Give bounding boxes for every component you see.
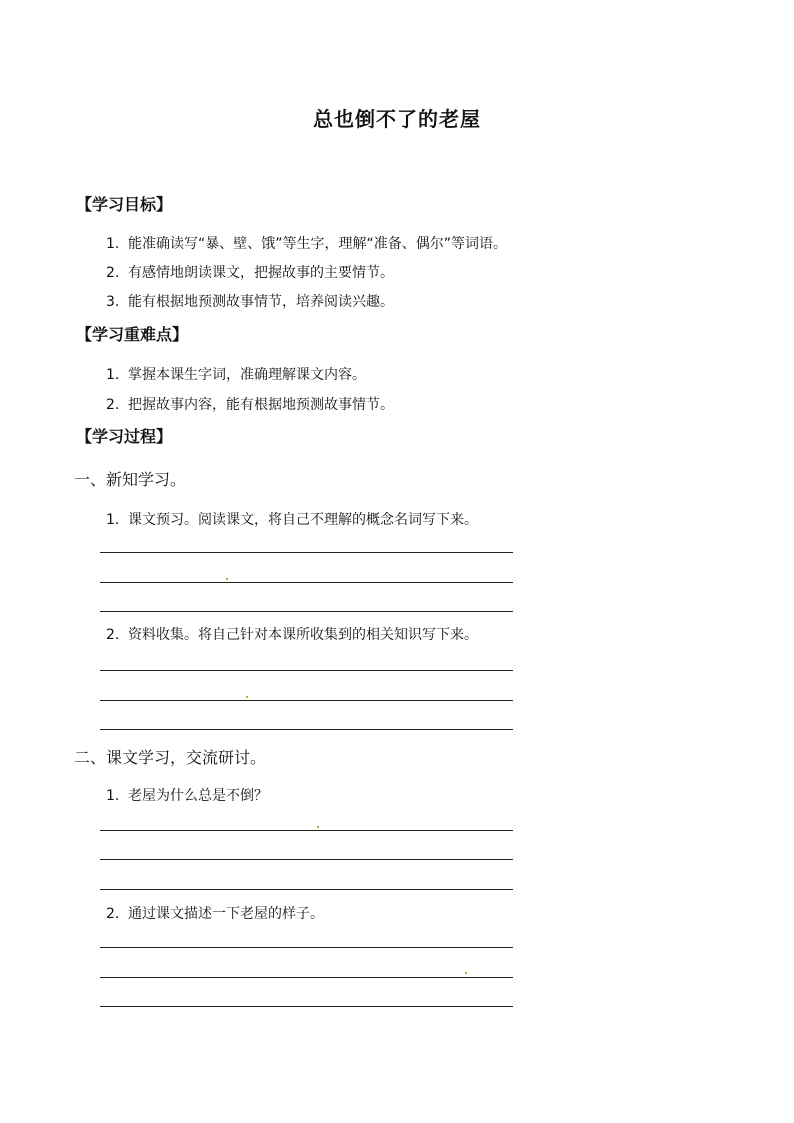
item-text: 能有根据地预测故事情节，培养阅读兴趣。 — [128, 294, 394, 310]
process-heading: 【学习过程】 — [76, 427, 173, 446]
answer-line[interactable] — [100, 830, 513, 831]
item-text: 课文预习。阅读课文，将自己不理解的概念名词写下来。 — [128, 512, 478, 528]
answer-line[interactable] — [100, 670, 513, 671]
ink-speck — [246, 696, 248, 698]
part1-heading: 一、新知学习。 — [74, 470, 187, 489]
objective-item-3 — [106, 291, 394, 311]
objectives-heading: 【学习目标】 — [76, 195, 173, 214]
objective-item-1 — [106, 233, 507, 253]
answer-line[interactable] — [100, 977, 513, 978]
page-title: 总也倒不了的老屋 — [313, 107, 481, 131]
answer-line[interactable] — [100, 582, 513, 583]
ink-speck — [465, 972, 467, 974]
key-point-item-2 — [106, 394, 394, 414]
item-number: 3. — [106, 294, 120, 310]
part2-question-1 — [106, 785, 268, 805]
item-text: 资料收集。将自己针对本课所收集到的相关知识写下来。 — [128, 627, 478, 643]
answer-line[interactable] — [100, 889, 513, 890]
answer-line[interactable] — [100, 1006, 513, 1007]
item-text: 通过课文描述一下老屋的样子。 — [128, 906, 324, 922]
ink-speck — [317, 826, 319, 828]
answer-line[interactable] — [100, 700, 513, 701]
item-text: 把握故事内容，能有根据地预测故事情节。 — [128, 397, 394, 413]
item-number: 1. — [106, 512, 120, 528]
item-number: 2. — [106, 627, 120, 643]
item-number: 2. — [106, 265, 120, 281]
answer-line[interactable] — [100, 611, 513, 612]
item-number: 2. — [106, 397, 120, 413]
ink-speck — [226, 578, 228, 580]
item-text: 老屋为什么总是不倒？ — [128, 788, 268, 804]
item-number: 1. — [106, 788, 120, 804]
answer-line[interactable] — [100, 552, 513, 553]
item-text: 掌握本课生字词，准确理解课文内容。 — [128, 367, 366, 383]
part1-question-1 — [106, 509, 478, 529]
answer-line[interactable] — [100, 947, 513, 948]
item-number: 1. — [106, 236, 120, 252]
item-text: 有感情地朗读课文，把握故事的主要情节。 — [128, 265, 394, 281]
part2-heading: 二、课文学习，交流研讨。 — [74, 748, 267, 767]
answer-line[interactable] — [100, 729, 513, 730]
item-number: 1. — [106, 367, 120, 383]
key-point-item-1 — [106, 364, 366, 384]
part1-question-2 — [106, 624, 478, 644]
item-text: 能准确读写“暴、壁、饿”等生字，理解“准备、偶尔”等词语。 — [128, 236, 508, 252]
item-number: 2. — [106, 906, 120, 922]
key-points-heading: 【学习重难点】 — [76, 325, 189, 344]
objective-item-2 — [106, 262, 394, 282]
part2-question-2 — [106, 903, 324, 923]
answer-line[interactable] — [100, 859, 513, 860]
